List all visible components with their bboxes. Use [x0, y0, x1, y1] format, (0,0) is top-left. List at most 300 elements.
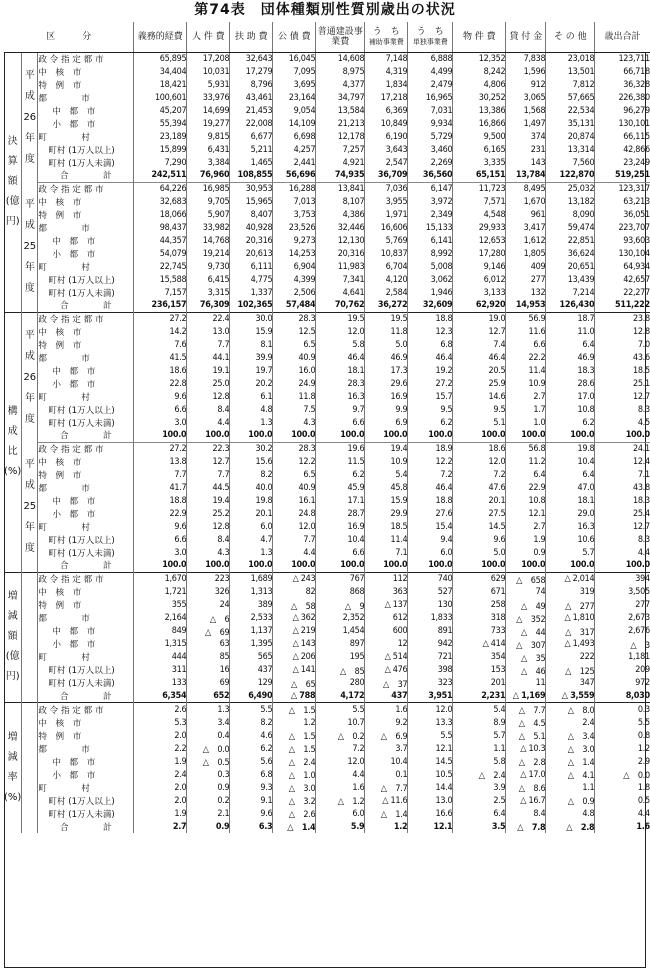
table-cell: 12	[365, 638, 408, 651]
row-label: 小 都 市	[38, 768, 134, 781]
table-cell: 6,677	[230, 130, 273, 143]
table-cell: 11.8	[273, 390, 316, 403]
table-row	[4, 742, 650, 755]
table-cell: 25.9	[453, 377, 506, 390]
row-label: 町村 (1万人以上)	[38, 664, 134, 677]
table-cell: 22.4	[187, 312, 230, 325]
category-header: 区 分	[4, 22, 134, 52]
table-cell: 14,608	[316, 52, 365, 65]
table-row	[4, 130, 650, 143]
table-cell: 1,465	[230, 156, 273, 169]
table-cell: △ 658	[506, 572, 546, 586]
table-row	[4, 182, 650, 195]
table-cell: 1,454	[316, 625, 365, 638]
table-cell: 8.4	[187, 403, 230, 416]
table-cell: 3,955	[365, 195, 408, 208]
table-cell: △ 0.0	[187, 742, 230, 755]
table-cell: 15,588	[134, 273, 187, 286]
table-cell: △ 85	[316, 664, 365, 677]
table-cell: 1.9	[134, 755, 187, 768]
table-cell: 7.5	[273, 403, 316, 416]
table-cell: 100.0	[273, 429, 316, 442]
table-cell: 11.5	[316, 455, 365, 468]
table-row	[4, 338, 650, 351]
table-cell: 23,164	[273, 91, 316, 104]
table-cell: 7.2	[453, 468, 506, 481]
table-cell: 100.0	[506, 559, 546, 572]
table-cell: 2,479	[408, 78, 453, 91]
table-cell: 32,683	[134, 195, 187, 208]
table-cell: 9.2	[365, 716, 408, 729]
row-label: 中 都 市	[38, 104, 134, 117]
table-cell: 28.6	[546, 377, 595, 390]
table-cell: △ 46	[506, 664, 546, 677]
table-cell: △ 7.7	[506, 703, 546, 717]
table-cell: 12.8	[187, 520, 230, 533]
table-cell: △ 6	[187, 612, 230, 625]
table-cell: 6.1	[230, 390, 273, 403]
table-cell: △ 8.0	[546, 703, 595, 717]
table-cell: 18.8	[134, 494, 187, 507]
table-cell: 10.4	[316, 533, 365, 546]
table-cell: 22,008	[230, 117, 273, 130]
table-cell: 223	[187, 572, 230, 586]
column-header	[230, 22, 273, 52]
table-cell: 11,723	[453, 182, 506, 195]
table-cell: 11.6	[506, 325, 546, 338]
table-cell: 6.5	[273, 468, 316, 481]
table-cell: 122,870	[546, 169, 595, 182]
table-cell: 5,907	[187, 208, 230, 221]
table-cell: △ 2.8	[506, 755, 546, 768]
table-cell: 66,115	[623, 131, 650, 142]
table-cell: 35,131	[546, 117, 595, 130]
table-cell: 2.5	[453, 794, 506, 807]
table-cell: 27.6	[408, 507, 453, 520]
table-cell: 13,784	[506, 169, 546, 182]
table-cell: 8.4	[506, 807, 546, 820]
table-cell: 236,157	[134, 299, 187, 312]
table-cell: 5,008	[408, 260, 453, 273]
table-cell: 18.3	[632, 495, 650, 506]
table-cell: 18.6	[134, 364, 187, 377]
table-cell: 519,251	[615, 170, 650, 181]
table-cell: 565	[230, 651, 273, 664]
table-cell: 6,888	[408, 52, 453, 65]
table-cell: 4,120	[365, 273, 408, 286]
table-cell: 17.3	[365, 364, 408, 377]
table-row	[4, 781, 650, 794]
table-cell: 3.5	[453, 820, 506, 833]
table-cell: 66,718	[623, 66, 650, 77]
table-cell: 1.2	[365, 820, 408, 833]
table-cell: 12.8	[187, 390, 230, 403]
table-cell: △ 141	[273, 664, 316, 677]
table-cell: 12.7	[632, 391, 650, 402]
table-cell: 85	[187, 651, 230, 664]
table-cell: △ 5.1	[506, 729, 546, 742]
table-cell: △ 414	[453, 638, 506, 651]
table-cell: 5,729	[408, 130, 453, 143]
table-row	[4, 794, 650, 807]
table-cell: 0.8	[637, 730, 650, 741]
table-cell: 4.4	[316, 768, 365, 781]
table-cell: 9.3	[230, 781, 273, 794]
table-cell: 24.1	[595, 442, 650, 455]
table-cell: 6.4	[546, 468, 595, 481]
table-cell: 398	[408, 664, 453, 677]
table-cell: 2.4	[546, 716, 595, 729]
table-cell: 6.8	[230, 768, 273, 781]
row-label: 町村 (1万人以上)	[38, 533, 134, 546]
table-cell: 209	[635, 665, 650, 675]
year-label: 平成26年度	[22, 312, 38, 442]
table-cell: 23,018	[546, 52, 595, 65]
column-header-sublabel: 単独事業費	[412, 37, 448, 46]
table-cell: 21,453	[230, 104, 273, 117]
table-cell: 8.3	[637, 404, 650, 415]
table-cell: 7,812	[546, 78, 595, 91]
table-cell: 100.0	[187, 429, 230, 442]
table-cell: 4.6	[230, 729, 273, 742]
table-cell: △ 58	[273, 599, 316, 612]
table-cell: 9.6	[134, 390, 187, 403]
table-cell: 17,218	[365, 91, 408, 104]
table-cell: 5.0	[453, 546, 506, 559]
table-cell: 8,107	[316, 195, 365, 208]
column-header-label: 人 件 費	[191, 31, 225, 42]
table-cell: 30.0	[230, 312, 273, 325]
table-cell: 527	[408, 586, 453, 599]
table-cell: 18.3	[546, 364, 595, 377]
table-cell: 1,313	[230, 586, 273, 599]
table-row	[4, 533, 650, 546]
table-cell: 6.3	[230, 820, 273, 833]
table-cell: 8.9	[453, 716, 506, 729]
table-cell: 3,417	[506, 221, 546, 234]
table-cell: 20.1	[230, 507, 273, 520]
table-cell: △ 1.4	[273, 820, 316, 833]
table-cell: 100.0	[453, 429, 506, 442]
table-cell: 17,208	[187, 52, 230, 65]
table-cell: 100.0	[230, 429, 273, 442]
table-cell: 6.0	[230, 520, 273, 533]
table-cell: 6,704	[365, 260, 408, 273]
table-cell: 4,775	[230, 273, 273, 286]
table-cell: 19.1	[187, 364, 230, 377]
table-cell: 5,211	[230, 143, 273, 156]
table-row	[4, 546, 650, 559]
table-row	[4, 599, 650, 612]
row-label: 政 令 指 定 都 市	[38, 442, 134, 455]
table-cell: 18.5	[632, 365, 650, 376]
table-cell: 2,269	[408, 156, 453, 169]
row-label: 町 村	[38, 390, 134, 403]
table-cell: 18,066	[134, 208, 187, 221]
table-cell: 18.9	[408, 442, 453, 455]
table-cell: 4.8	[546, 807, 595, 820]
table-cell: 10.8	[506, 494, 546, 507]
table-cell: 22,277	[623, 287, 650, 298]
row-label: 小 都 市	[38, 247, 134, 260]
table-cell: 0.9	[187, 820, 230, 833]
table-cell: 46.4	[453, 351, 506, 364]
table-cell: 16.9	[365, 390, 408, 403]
table-cell: 19,277	[187, 117, 230, 130]
table-cell: 1,689	[230, 572, 273, 586]
table-cell: 19.4	[365, 442, 408, 455]
table-cell: △ 7.8	[506, 820, 546, 833]
row-label: 小 都 市	[38, 507, 134, 520]
table-cell: 41.5	[134, 351, 187, 364]
table-cell: 394	[595, 572, 650, 586]
table-cell: 100.0	[408, 429, 453, 442]
table-cell: 897	[316, 638, 365, 651]
row-label: 合 計	[38, 690, 134, 703]
table-cell: 12.0	[408, 703, 453, 717]
table-cell: 6,698	[273, 130, 316, 143]
table-cell: 1,721	[134, 586, 187, 599]
table-cell: 15.9	[230, 325, 273, 338]
table-cell: 14,768	[187, 234, 230, 247]
table-cell: 22.9	[506, 481, 546, 494]
table-cell: 10.8	[546, 403, 595, 416]
table-cell: 9,146	[453, 260, 506, 273]
table-cell: 12.7	[187, 455, 230, 468]
section-label: 増減額(億円)	[4, 572, 22, 703]
table-cell: 14.6	[453, 390, 506, 403]
table-cell: 4,921	[316, 156, 365, 169]
table-cell: 9,500	[453, 130, 506, 143]
row-label: 中 都 市	[38, 625, 134, 638]
row-label: 特 例 市	[38, 208, 134, 221]
table-cell: 1,946	[408, 286, 453, 299]
table-cell: 652	[187, 690, 230, 703]
table-cell: 7.1	[365, 546, 408, 559]
table-cell: 36,709	[365, 169, 408, 182]
table-cell: 972	[635, 678, 650, 688]
table-cell: 0.2	[187, 794, 230, 807]
table-cell: 311	[134, 664, 187, 677]
table-cell: △ 17.0	[506, 768, 546, 781]
table-row	[4, 442, 650, 455]
column-header-label: 普通建設事業費	[317, 26, 363, 47]
table-row	[4, 143, 650, 156]
table-cell: 8,090	[546, 208, 595, 221]
table-cell: 7,571	[453, 195, 506, 208]
table-cell: 9,054	[273, 104, 316, 117]
table-cell: 46.4	[408, 351, 453, 364]
table-cell: 6,904	[273, 260, 316, 273]
table-row	[4, 104, 650, 117]
table-cell: 22,745	[134, 260, 187, 273]
table-cell: 20,874	[546, 130, 595, 143]
table-cell: 22,534	[546, 104, 595, 117]
table-cell: 9.1	[230, 794, 273, 807]
table-cell: 2,676	[628, 626, 650, 636]
table-cell: 2,441	[273, 156, 316, 169]
row-label: 都 市	[38, 481, 134, 494]
table-cell: 7,013	[273, 195, 316, 208]
table-cell: 39.9	[230, 351, 273, 364]
table-cell: 23.8	[595, 312, 650, 325]
table-cell: △ 3.4	[546, 729, 595, 742]
table-cell: 19.7	[230, 364, 273, 377]
table-cell: 3,460	[408, 143, 453, 156]
table-cell: 19.2	[408, 364, 453, 377]
table-cell: 63,213	[623, 196, 650, 207]
table-cell: △ 0.2	[316, 729, 365, 742]
table-cell: 12.0	[316, 755, 365, 768]
table-cell: 5,769	[365, 234, 408, 247]
table-cell: 1.6	[636, 821, 650, 832]
table-cell: 7,148	[365, 52, 408, 65]
table-cell: 868	[316, 586, 365, 599]
table-row	[4, 612, 650, 625]
table-cell: 1.1	[453, 742, 506, 755]
table-cell: △ 6.9	[365, 729, 408, 742]
table-cell: 1,395	[230, 638, 273, 651]
column-header-label: 物 件 費	[462, 31, 496, 42]
table-row	[4, 195, 650, 208]
year-label: 平成25年度	[22, 182, 38, 312]
table-cell: 100.0	[453, 559, 506, 572]
row-label: 町 村	[38, 781, 134, 794]
row-label: 政 令 指 定 都 市	[38, 182, 134, 195]
table-cell: 12,352	[453, 52, 506, 65]
table-cell: 195	[316, 651, 365, 664]
table-row	[4, 638, 650, 651]
section-label: 決算額(億円)	[4, 52, 22, 312]
row-label: 特 例 市	[38, 338, 134, 351]
table-row	[4, 390, 650, 403]
table-cell: 5.5	[637, 717, 650, 728]
table-cell: 9.5	[453, 403, 506, 416]
table-cell: 409	[506, 260, 546, 273]
table-cell: 19.5	[316, 312, 365, 325]
table-cell: 14.4	[408, 781, 453, 794]
table-cell: 12.0	[453, 455, 506, 468]
table-cell: 3,951	[408, 690, 453, 703]
row-label: 特 例 市	[38, 78, 134, 91]
table-cell: 20.1	[453, 494, 506, 507]
column-header	[546, 22, 595, 52]
table-cell: 891	[408, 625, 453, 638]
table-cell: 6,190	[365, 130, 408, 143]
table-cell: 47.0	[546, 481, 595, 494]
column-header	[365, 22, 408, 52]
table-cell: 12.1	[408, 820, 453, 833]
table-cell: 16.3	[546, 520, 595, 533]
table-cell: 43.8	[632, 482, 650, 493]
table-cell: 6,354	[134, 690, 187, 703]
table-cell: 74	[506, 586, 546, 599]
table-cell: 112	[365, 572, 408, 586]
table-cell: 22.9	[134, 507, 187, 520]
table-cell: 65,895	[134, 52, 187, 65]
table-cell: 2,547	[365, 156, 408, 169]
table-cell: 201	[453, 677, 506, 690]
table-cell: 13.0	[187, 325, 230, 338]
table-row	[4, 768, 650, 781]
table-cell: 0.4	[187, 729, 230, 742]
table-cell: 16,965	[408, 91, 453, 104]
table-cell: 55,394	[134, 117, 187, 130]
table-cell: 2,506	[273, 286, 316, 299]
table-cell: 15.4	[408, 520, 453, 533]
table-row	[4, 312, 650, 325]
row-label: 小 都 市	[38, 117, 134, 130]
table-cell: 4.3	[273, 416, 316, 429]
table-cell: 28.3	[273, 442, 316, 455]
table-cell: 102,365	[230, 299, 273, 312]
table-cell: 16,045	[273, 52, 316, 65]
table-cell: 0.9	[187, 781, 230, 794]
table-cell: 1.2	[273, 716, 316, 729]
table-cell: 223,707	[618, 222, 650, 233]
table-cell: 36,328	[623, 79, 650, 90]
table-cell: 4.5	[637, 417, 650, 428]
table-cell: 22,851	[546, 234, 595, 247]
table-cell: 12.0	[316, 325, 365, 338]
table-cell: 671	[453, 586, 506, 599]
column-header	[273, 22, 316, 52]
table-cell: 5.0	[365, 338, 408, 351]
table-cell: 7.2	[316, 742, 365, 755]
table-cell: 600	[365, 625, 408, 638]
row-label: 町村 (1万人以上)	[38, 143, 134, 156]
table-cell: 16.3	[316, 390, 365, 403]
table-cell: 3,505	[628, 587, 650, 597]
table-cell: 7.7	[273, 533, 316, 546]
table-cell: 9,730	[187, 260, 230, 273]
table-cell: 5.7	[453, 729, 506, 742]
row-label: 政 令 指 定 都 市	[38, 572, 134, 586]
table-cell: 45,207	[134, 104, 187, 117]
table-cell: 17,279	[230, 65, 273, 78]
table-cell: 12.7	[632, 521, 650, 532]
year-label: 平成25年度	[22, 442, 38, 572]
table-cell: 13,182	[546, 195, 595, 208]
table-cell: 7.2	[408, 468, 453, 481]
table-cell: 4.8	[230, 403, 273, 416]
table-cell: 74,935	[316, 169, 365, 182]
table-cell: 70,762	[316, 299, 365, 312]
table-cell: 100.0	[187, 559, 230, 572]
table-cell: 18.8	[408, 312, 453, 325]
table-cell: 19.6	[316, 442, 365, 455]
table-cell: 4.4	[187, 416, 230, 429]
table-cell: 6.8	[408, 338, 453, 351]
row-label: 合 計	[38, 169, 134, 182]
table-cell: 32,446	[316, 221, 365, 234]
table-cell: 6.4	[546, 338, 595, 351]
table-cell: 2.0	[134, 781, 187, 794]
table-cell: 2.2	[134, 742, 187, 755]
table-cell: 374	[506, 130, 546, 143]
table-cell: 36,272	[365, 299, 408, 312]
row-label: 都 市	[38, 351, 134, 364]
table-cell: 15,133	[408, 221, 453, 234]
table-cell: 13.0	[408, 794, 453, 807]
table-cell: 56.9	[506, 312, 546, 325]
table-cell: 42,866	[623, 144, 650, 155]
table-cell: 3,065	[506, 91, 546, 104]
table-cell: 100.0	[316, 429, 365, 442]
table-cell: 12,130	[316, 234, 365, 247]
table-cell: 45.8	[365, 481, 408, 494]
table-cell: 13,439	[546, 273, 595, 286]
